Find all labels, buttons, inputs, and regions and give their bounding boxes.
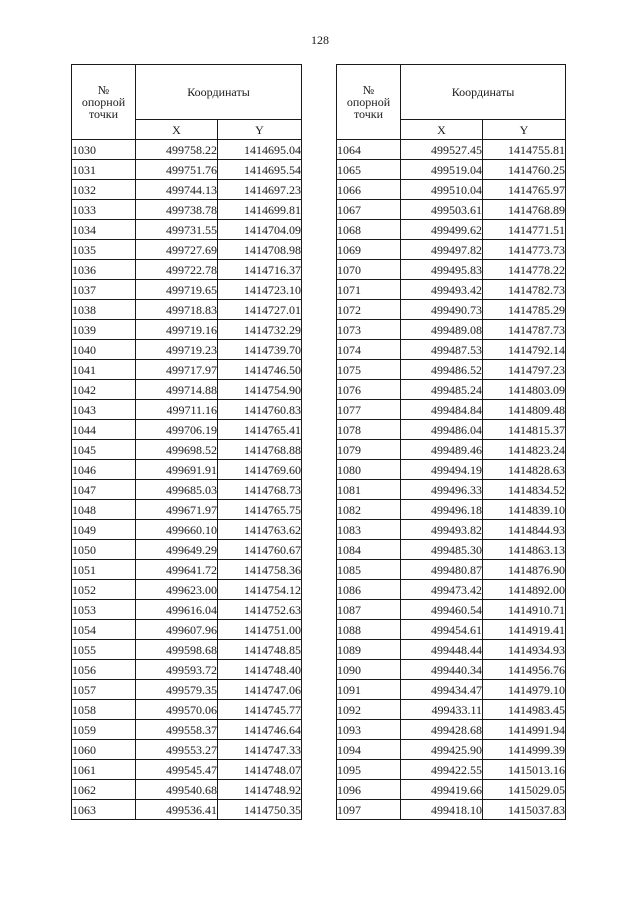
table-row <box>337 460 566 480</box>
point-number-cell: 1079 <box>337 440 401 460</box>
point-number-cell: 1080 <box>337 460 401 480</box>
y-coordinate-cell: 1414839.10 <box>483 500 566 520</box>
x-coordinate-cell: 499493.82 <box>401 520 483 540</box>
table-body <box>337 140 566 820</box>
y-coordinate-cell: 1414760.83 <box>218 400 302 420</box>
point-number-cell: 1074 <box>337 340 401 360</box>
y-coordinate-cell: 1414739.70 <box>218 340 302 360</box>
x-coordinate-cell: 499510.04 <box>401 180 483 200</box>
coordinates-table-left <box>71 64 302 820</box>
x-coordinate-cell: 499448.44 <box>401 640 483 660</box>
y-coordinate-cell: 1414747.33 <box>218 740 302 760</box>
y-coordinate-cell: 1414758.36 <box>218 560 302 580</box>
x-coordinate-cell: 499489.08 <box>401 320 483 340</box>
x-coordinate-cell: 499738.78 <box>136 200 218 220</box>
x-coordinate-cell: 499570.06 <box>136 700 218 720</box>
y-coordinate-cell: 1414769.60 <box>218 460 302 480</box>
y-coordinate-cell: 1414782.73 <box>483 280 566 300</box>
y-coordinate-cell: 1414787.73 <box>483 320 566 340</box>
x-coordinate-cell: 499598.68 <box>136 640 218 660</box>
x-coordinate-cell: 499616.04 <box>136 600 218 620</box>
x-coordinate-cell: 499480.87 <box>401 560 483 580</box>
y-coordinate-cell: 1414747.06 <box>218 680 302 700</box>
y-coordinate-cell: 1414778.22 <box>483 260 566 280</box>
x-coordinate-cell: 499593.72 <box>136 660 218 680</box>
table-row <box>337 500 566 520</box>
x-coordinate-cell: 499744.13 <box>136 180 218 200</box>
point-number-cell: 1065 <box>337 160 401 180</box>
y-coordinate-cell: 1414765.97 <box>483 180 566 200</box>
point-number-cell: 1090 <box>337 660 401 680</box>
x-coordinate-cell: 499485.30 <box>401 540 483 560</box>
x-coordinate-cell: 499422.55 <box>401 760 483 780</box>
y-coordinate-cell: 1414910.71 <box>483 600 566 620</box>
table-row <box>337 480 566 500</box>
x-coordinate-cell: 499487.53 <box>401 340 483 360</box>
x-coordinate-cell: 499460.54 <box>401 600 483 620</box>
point-number-cell: 1072 <box>337 300 401 320</box>
table-row <box>72 340 302 360</box>
y-coordinate-cell: 1414919.41 <box>483 620 566 640</box>
table-row <box>337 640 566 660</box>
point-number-cell: 1048 <box>72 500 136 520</box>
y-coordinate-cell: 1414979.10 <box>483 680 566 700</box>
y-column-header: Y <box>483 120 566 140</box>
table-row <box>337 520 566 540</box>
point-number-header <box>337 65 401 140</box>
x-coordinate-cell: 499579.35 <box>136 680 218 700</box>
table-row <box>337 360 566 380</box>
x-coordinate-cell: 499641.72 <box>136 560 218 580</box>
x-coordinate-cell: 499485.24 <box>401 380 483 400</box>
table-row <box>337 780 566 800</box>
table-row <box>337 200 566 220</box>
point-number-cell: 1084 <box>337 540 401 560</box>
x-coordinate-cell: 499497.82 <box>401 240 483 260</box>
point-number-cell: 1096 <box>337 780 401 800</box>
table-row <box>72 560 302 580</box>
x-coordinate-cell: 499722.78 <box>136 260 218 280</box>
y-coordinate-cell: 1414983.45 <box>483 700 566 720</box>
x-coordinate-cell: 499731.55 <box>136 220 218 240</box>
y-coordinate-cell: 1414768.88 <box>218 440 302 460</box>
table-row <box>337 420 566 440</box>
x-coordinate-cell: 499486.52 <box>401 360 483 380</box>
point-number-cell: 1089 <box>337 640 401 660</box>
y-coordinate-cell: 1414763.62 <box>218 520 302 540</box>
point-number-cell: 1070 <box>337 260 401 280</box>
y-coordinate-cell: 1414823.24 <box>483 440 566 460</box>
table-row <box>337 380 566 400</box>
point-number-cell: 1085 <box>337 560 401 580</box>
y-coordinate-cell: 1414934.93 <box>483 640 566 660</box>
x-coordinate-cell: 499558.37 <box>136 720 218 740</box>
point-number-cell: 1076 <box>337 380 401 400</box>
point-number-cell: 1044 <box>72 420 136 440</box>
point-number-cell: 1051 <box>72 560 136 580</box>
point-number-cell: 1077 <box>337 400 401 420</box>
x-coordinate-cell: 499727.69 <box>136 240 218 260</box>
table-row <box>72 180 302 200</box>
y-coordinate-cell: 1414815.37 <box>483 420 566 440</box>
y-coordinate-cell: 1414768.89 <box>483 200 566 220</box>
y-coordinate-cell: 1414746.64 <box>218 720 302 740</box>
table-row <box>72 500 302 520</box>
y-coordinate-cell: 1414765.75 <box>218 500 302 520</box>
x-coordinate-cell: 499434.47 <box>401 680 483 700</box>
table-row <box>337 220 566 240</box>
y-coordinate-cell: 1414695.04 <box>218 140 302 160</box>
table-row <box>337 680 566 700</box>
table-row <box>337 600 566 620</box>
point-number-cell: 1083 <box>337 520 401 540</box>
table-row <box>72 240 302 260</box>
y-coordinate-cell: 1414748.07 <box>218 760 302 780</box>
table-row <box>72 740 302 760</box>
point-number-cell: 1059 <box>72 720 136 740</box>
table-row <box>72 300 302 320</box>
table-body <box>72 140 302 820</box>
y-coordinate-cell: 1415037.83 <box>483 800 566 820</box>
point-number-cell: 1042 <box>72 380 136 400</box>
point-number-header-line1: № <box>362 83 375 97</box>
y-coordinate-cell: 1414797.23 <box>483 360 566 380</box>
table-row <box>72 400 302 420</box>
coordinates-header: Координаты <box>401 65 566 120</box>
point-number-cell: 1055 <box>72 640 136 660</box>
point-number-cell: 1039 <box>72 320 136 340</box>
y-coordinate-cell: 1414716.37 <box>218 260 302 280</box>
x-coordinate-cell: 499527.45 <box>401 140 483 160</box>
x-coordinate-cell: 499714.88 <box>136 380 218 400</box>
y-coordinate-cell: 1414727.01 <box>218 300 302 320</box>
y-coordinate-cell: 1414704.09 <box>218 220 302 240</box>
x-coordinate-cell: 499719.16 <box>136 320 218 340</box>
table-row <box>337 320 566 340</box>
y-coordinate-cell: 1414697.23 <box>218 180 302 200</box>
x-coordinate-cell: 499494.19 <box>401 460 483 480</box>
x-coordinate-cell: 499484.84 <box>401 400 483 420</box>
table-row <box>72 480 302 500</box>
point-number-cell: 1082 <box>337 500 401 520</box>
point-number-cell: 1073 <box>337 320 401 340</box>
x-coordinate-cell: 499433.11 <box>401 700 483 720</box>
y-coordinate-cell: 1414863.13 <box>483 540 566 560</box>
y-coordinate-cell: 1414834.52 <box>483 480 566 500</box>
y-coordinate-cell: 1414751.00 <box>218 620 302 640</box>
table-row <box>72 420 302 440</box>
y-coordinate-cell: 1414828.63 <box>483 460 566 480</box>
x-coordinate-cell: 499671.97 <box>136 500 218 520</box>
point-number-cell: 1046 <box>72 460 136 480</box>
table-row <box>337 340 566 360</box>
x-coordinate-cell: 499454.61 <box>401 620 483 640</box>
x-coordinate-cell: 499758.22 <box>136 140 218 160</box>
x-column-header: X <box>401 120 483 140</box>
y-coordinate-cell: 1414765.41 <box>218 420 302 440</box>
table-row <box>72 280 302 300</box>
x-coordinate-cell: 499717.97 <box>136 360 218 380</box>
point-number-cell: 1047 <box>72 480 136 500</box>
table-row <box>337 140 566 160</box>
point-number-cell: 1057 <box>72 680 136 700</box>
table-row <box>337 760 566 780</box>
table-row <box>337 700 566 720</box>
x-coordinate-cell: 499751.76 <box>136 160 218 180</box>
point-number-cell: 1092 <box>337 700 401 720</box>
x-coordinate-cell: 499536.41 <box>136 800 218 820</box>
y-coordinate-cell: 1414760.25 <box>483 160 566 180</box>
point-number-cell: 1035 <box>72 240 136 260</box>
x-coordinate-cell: 499540.68 <box>136 780 218 800</box>
x-coordinate-cell: 499698.52 <box>136 440 218 460</box>
point-number-cell: 1031 <box>72 160 136 180</box>
x-coordinate-cell: 499719.23 <box>136 340 218 360</box>
table-row <box>72 660 302 680</box>
point-number-cell: 1095 <box>337 760 401 780</box>
table-row <box>72 800 302 820</box>
table-row <box>72 360 302 380</box>
x-coordinate-cell: 499649.29 <box>136 540 218 560</box>
y-coordinate-cell: 1414785.29 <box>483 300 566 320</box>
point-number-cell: 1068 <box>337 220 401 240</box>
x-coordinate-cell: 499496.18 <box>401 500 483 520</box>
point-number-cell: 1043 <box>72 400 136 420</box>
y-coordinate-cell: 1414809.48 <box>483 400 566 420</box>
coordinates-header: Координаты <box>136 65 302 120</box>
point-number-cell: 1093 <box>337 720 401 740</box>
y-column-header: Y <box>218 120 302 140</box>
y-coordinate-cell: 1414760.67 <box>218 540 302 560</box>
x-coordinate-cell: 499519.04 <box>401 160 483 180</box>
y-coordinate-cell: 1414999.39 <box>483 740 566 760</box>
point-number-cell: 1037 <box>72 280 136 300</box>
y-coordinate-cell: 1414699.81 <box>218 200 302 220</box>
point-number-cell: 1056 <box>72 660 136 680</box>
y-coordinate-cell: 1414792.14 <box>483 340 566 360</box>
y-coordinate-cell: 1414748.85 <box>218 640 302 660</box>
x-coordinate-cell: 499473.42 <box>401 580 483 600</box>
table-row <box>337 540 566 560</box>
x-coordinate-cell: 499489.46 <box>401 440 483 460</box>
x-coordinate-cell: 499685.03 <box>136 480 218 500</box>
y-coordinate-cell: 1414750.35 <box>218 800 302 820</box>
y-coordinate-cell: 1414768.73 <box>218 480 302 500</box>
y-coordinate-cell: 1414746.50 <box>218 360 302 380</box>
point-number-cell: 1086 <box>337 580 401 600</box>
point-number-cell: 1052 <box>72 580 136 600</box>
table-row <box>72 720 302 740</box>
y-coordinate-cell: 1414755.81 <box>483 140 566 160</box>
point-number-cell: 1061 <box>72 760 136 780</box>
table-row <box>337 560 566 580</box>
coordinates-table-right <box>336 64 566 820</box>
point-number-cell: 1038 <box>72 300 136 320</box>
x-coordinate-cell: 499553.27 <box>136 740 218 760</box>
table-row <box>72 220 302 240</box>
point-number-cell: 1069 <box>337 240 401 260</box>
y-coordinate-cell: 1414752.63 <box>218 600 302 620</box>
x-coordinate-cell: 499428.68 <box>401 720 483 740</box>
table-row <box>72 600 302 620</box>
x-coordinate-cell: 499486.04 <box>401 420 483 440</box>
table-row <box>72 620 302 640</box>
point-number-cell: 1066 <box>337 180 401 200</box>
y-coordinate-cell: 1414732.29 <box>218 320 302 340</box>
y-coordinate-cell: 1414745.77 <box>218 700 302 720</box>
table-row <box>337 240 566 260</box>
y-coordinate-cell: 1414771.51 <box>483 220 566 240</box>
table-row <box>72 140 302 160</box>
point-number-cell: 1033 <box>72 200 136 220</box>
point-number-cell: 1040 <box>72 340 136 360</box>
table-row <box>337 180 566 200</box>
y-coordinate-cell: 1414754.12 <box>218 580 302 600</box>
table-row <box>72 680 302 700</box>
point-number-cell: 1075 <box>337 360 401 380</box>
x-coordinate-cell: 499493.42 <box>401 280 483 300</box>
point-number-header-line2: опорной <box>81 95 126 109</box>
point-number-cell: 1071 <box>337 280 401 300</box>
point-number-cell: 1049 <box>72 520 136 540</box>
table-row <box>337 440 566 460</box>
table-row <box>337 620 566 640</box>
y-coordinate-cell: 1414991.94 <box>483 720 566 740</box>
y-coordinate-cell: 1414844.93 <box>483 520 566 540</box>
point-number-cell: 1054 <box>72 620 136 640</box>
table-row <box>72 200 302 220</box>
point-number-cell: 1088 <box>337 620 401 640</box>
table-row <box>337 660 566 680</box>
point-number-cell: 1094 <box>337 740 401 760</box>
table-row <box>72 580 302 600</box>
x-coordinate-cell: 499425.90 <box>401 740 483 760</box>
x-coordinate-cell: 499495.83 <box>401 260 483 280</box>
table-row <box>72 640 302 660</box>
point-number-header <box>72 65 136 140</box>
x-coordinate-cell: 499419.66 <box>401 780 483 800</box>
point-number-cell: 1030 <box>72 140 136 160</box>
table-row <box>72 320 302 340</box>
point-number-cell: 1087 <box>337 600 401 620</box>
table-row <box>72 780 302 800</box>
y-coordinate-cell: 1414956.76 <box>483 660 566 680</box>
point-number-cell: 1053 <box>72 600 136 620</box>
table-row <box>72 700 302 720</box>
table-row <box>72 440 302 460</box>
y-coordinate-cell: 1414892.00 <box>483 580 566 600</box>
table-row <box>337 800 566 820</box>
x-coordinate-cell: 499718.83 <box>136 300 218 320</box>
point-number-cell: 1097 <box>337 800 401 820</box>
point-number-cell: 1091 <box>337 680 401 700</box>
x-coordinate-cell: 499440.34 <box>401 660 483 680</box>
point-number-cell: 1058 <box>72 700 136 720</box>
point-number-cell: 1041 <box>72 360 136 380</box>
point-number-cell: 1063 <box>72 800 136 820</box>
point-number-header-line3: точки <box>353 107 384 121</box>
point-number-cell: 1064 <box>337 140 401 160</box>
x-coordinate-cell: 499607.96 <box>136 620 218 640</box>
x-coordinate-cell: 499706.19 <box>136 420 218 440</box>
point-number-cell: 1032 <box>72 180 136 200</box>
table-row <box>72 160 302 180</box>
x-coordinate-cell: 499545.47 <box>136 760 218 780</box>
table-row <box>337 260 566 280</box>
point-number-header-line1: № <box>97 83 110 97</box>
point-number-cell: 1078 <box>337 420 401 440</box>
point-number-cell: 1062 <box>72 780 136 800</box>
y-coordinate-cell: 1415013.16 <box>483 760 566 780</box>
x-coordinate-cell: 499719.65 <box>136 280 218 300</box>
table-row <box>337 400 566 420</box>
point-number-cell: 1081 <box>337 480 401 500</box>
table-row <box>337 580 566 600</box>
y-coordinate-cell: 1414876.90 <box>483 560 566 580</box>
x-coordinate-cell: 499660.10 <box>136 520 218 540</box>
point-number-cell: 1050 <box>72 540 136 560</box>
page-number: 128 <box>311 33 329 47</box>
table-row <box>72 760 302 780</box>
point-number-header-line2: опорной <box>346 95 391 109</box>
point-number-cell: 1067 <box>337 200 401 220</box>
table-row <box>337 280 566 300</box>
x-coordinate-cell: 499691.91 <box>136 460 218 480</box>
y-coordinate-cell: 1414748.40 <box>218 660 302 680</box>
y-coordinate-cell: 1415029.05 <box>483 780 566 800</box>
point-number-header-line3: точки <box>88 107 119 121</box>
table-row <box>72 540 302 560</box>
x-coordinate-cell: 499623.00 <box>136 580 218 600</box>
y-coordinate-cell: 1414695.54 <box>218 160 302 180</box>
y-coordinate-cell: 1414723.10 <box>218 280 302 300</box>
x-coordinate-cell: 499499.62 <box>401 220 483 240</box>
y-coordinate-cell: 1414748.92 <box>218 780 302 800</box>
y-coordinate-cell: 1414773.73 <box>483 240 566 260</box>
x-column-header: X <box>136 120 218 140</box>
table-row <box>72 520 302 540</box>
x-coordinate-cell: 499503.61 <box>401 200 483 220</box>
y-coordinate-cell: 1414803.09 <box>483 380 566 400</box>
table-row <box>337 720 566 740</box>
table-row <box>72 380 302 400</box>
x-coordinate-cell: 499490.73 <box>401 300 483 320</box>
point-number-cell: 1036 <box>72 260 136 280</box>
x-coordinate-cell: 499711.16 <box>136 400 218 420</box>
x-coordinate-cell: 499496.33 <box>401 480 483 500</box>
table-row <box>72 460 302 480</box>
y-coordinate-cell: 1414708.98 <box>218 240 302 260</box>
y-coordinate-cell: 1414754.90 <box>218 380 302 400</box>
table-row <box>72 260 302 280</box>
point-number-cell: 1045 <box>72 440 136 460</box>
x-coordinate-cell: 499418.10 <box>401 800 483 820</box>
point-number-cell: 1060 <box>72 740 136 760</box>
table-row <box>337 160 566 180</box>
point-number-cell: 1034 <box>72 220 136 240</box>
table-row <box>337 300 566 320</box>
table-row <box>337 740 566 760</box>
